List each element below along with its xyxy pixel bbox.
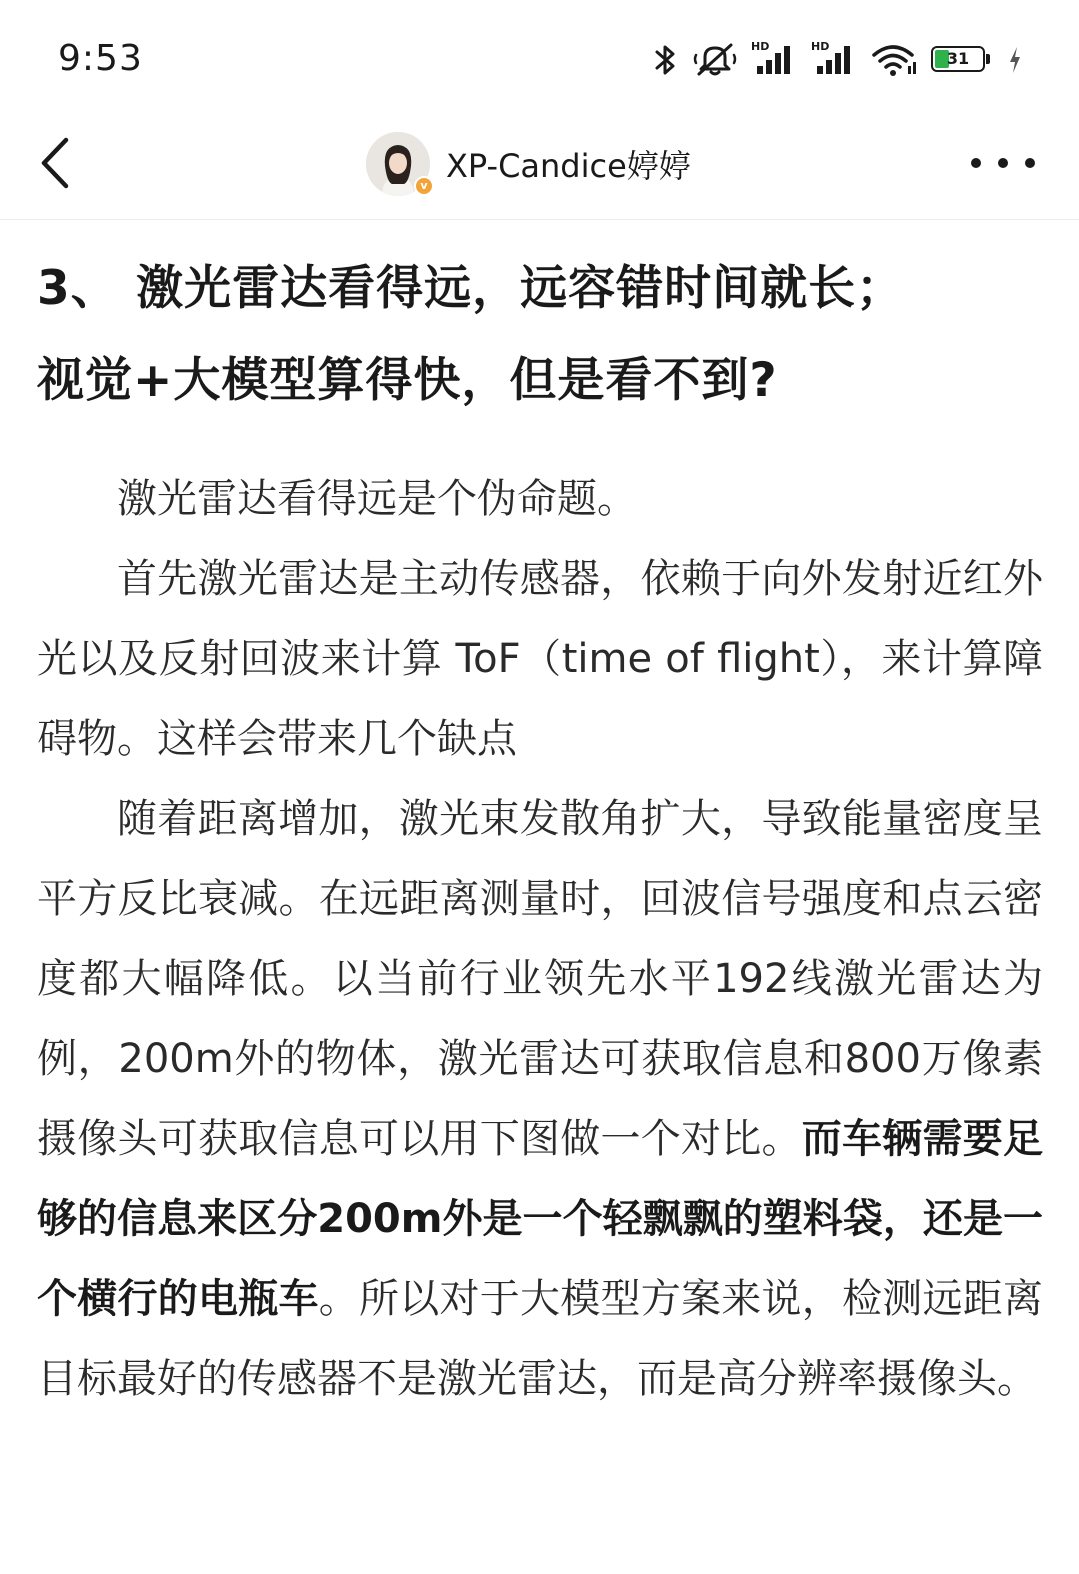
- paragraph-text: 。所以对于大模型方案来说，检测远距离目标最好的传感器不是激光雷达，而是高分辨率摄像头。: [37, 1276, 1043, 1402]
- bluetooth-icon: [651, 42, 679, 78]
- chevron-left-icon: [30, 132, 86, 196]
- paragraph-emphasis: 而车辆需要足够的信息来区分200m外是一个轻飘飘的塑料袋，还是一个横行的电瓶车: [37, 1116, 1043, 1322]
- more-dots-icon: [998, 158, 1008, 168]
- wifi-icon: [871, 42, 917, 78]
- author-name[interactable]: XP-Candice婷婷: [446, 147, 691, 185]
- back-button[interactable]: [30, 132, 86, 196]
- charging-icon: [1007, 45, 1023, 75]
- paragraph: 激光雷达看得远是个伪命题。: [117, 476, 637, 522]
- more-dots-icon: [971, 158, 981, 168]
- nav-bar: [0, 110, 1079, 220]
- paragraph: 首先激光雷达是主动传感器，依赖于向外发射近红外光以及反射回波来计算 ToF（time of flight），来计算障碍物。这样会带来几个缺点: [37, 556, 1043, 762]
- hd-label: HD: [751, 40, 770, 53]
- paragraph-text: 随着距离增加，激光束发散角扩大，导致能量密度呈平方反比衰减。在远距离测量时，回波信号强度和点云密度都大幅降低。以当前行业领先水平192线激光雷达为例，200m外的物体，激光雷达可获取信息和800万像素摄像头可获取信息可以用下图做一个对比。: [37, 796, 1043, 1162]
- heading-line: 视觉+大模型算得快，但是看不到?: [37, 353, 778, 408]
- status-time: 9:53: [58, 38, 143, 79]
- battery-level: 31: [946, 49, 970, 68]
- status-icons: [651, 40, 1023, 80]
- verified-badge: v: [414, 176, 434, 196]
- hd-label: HD: [811, 40, 830, 53]
- status-bar: [0, 0, 1079, 110]
- article-body: [37, 459, 1043, 1419]
- article-heading: [37, 243, 1043, 427]
- battery-icon: [931, 46, 993, 74]
- author-profile[interactable]: [366, 130, 691, 198]
- mute-icon: [693, 41, 737, 79]
- paragraph: [37, 779, 1043, 1419]
- more-dots-icon: [1025, 158, 1035, 168]
- more-button[interactable]: [971, 148, 1035, 178]
- signal-icon: [811, 42, 857, 78]
- heading-line: 3、 激光雷达看得远，远容错时间就长；: [37, 261, 905, 316]
- signal-icon: [751, 42, 797, 78]
- article-content: [37, 261, 1043, 1402]
- avatar[interactable]: [366, 132, 430, 196]
